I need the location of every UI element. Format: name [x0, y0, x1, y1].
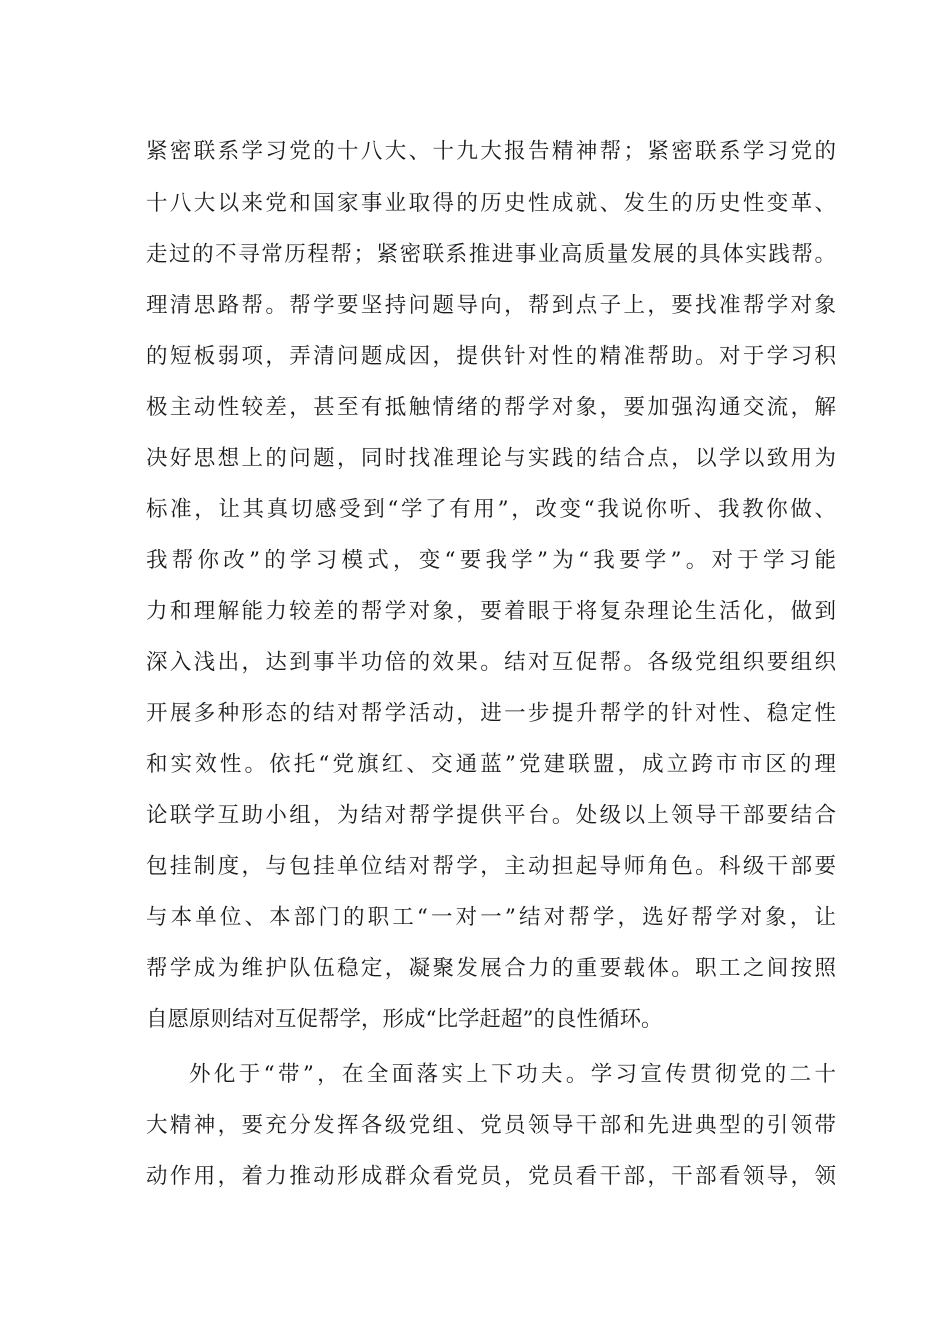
text-line: 动作用，着力推动形成群众看党员，党员看干部，干部看领导，领 — [146, 1164, 836, 1189]
text-line: 深入浅出，达到事半功倍的效果。结对互促帮。各级党组织要组织 — [146, 650, 836, 675]
text-line: 包挂制度，与包挂单位结对帮学，主动担起导师角色。科级干部要 — [146, 854, 836, 879]
text-line: 自愿原则结对互促帮学，形成“比学赶超”的良性循环。 — [146, 1007, 663, 1032]
text-line: 紧密联系学习党的十八大、十九大报告精神帮；紧密联系学习党的 — [146, 139, 836, 164]
text-line: 和实效性。依托“党旗红、交通蓝”党建联盟，成立跨市市区的理 — [146, 752, 836, 777]
text-line: 开展多种形态的结对帮学活动，进一步提升帮学的针对性、稳定性 — [146, 701, 836, 726]
text-line: 决好思想上的问题，同时找准理论与实践的结合点，以学以致用为 — [146, 446, 836, 471]
text-line: 走过的不寻常历程帮；紧密联系推进事业高质量发展的具体实践帮。 — [146, 242, 836, 267]
text-line: 标准，让其真切感受到“学了有用”，改变“我说你听、我教你做、 — [146, 497, 836, 522]
text-line: 外化于“带”，在全面落实上下功夫。学习宣传贯彻党的二十 — [189, 1062, 836, 1087]
text-line: 大精神，要充分发挥各级党组、党员领导干部和先进典型的引领带 — [146, 1113, 836, 1138]
text-line: 力和理解能力较差的帮学对象，要着眼于将复杂理论生活化，做到 — [146, 599, 836, 624]
text-line: 论联学互助小组，为结对帮学提供平台。处级以上领导干部要结合 — [146, 803, 836, 828]
text-line: 的短板弱项，弄清问题成因，提供针对性的精准帮助。对于学习积 — [146, 344, 836, 369]
text-line: 理清思路帮。帮学要坚持问题导向，帮到点子上，要找准帮学对象 — [146, 293, 836, 318]
text-line: 帮学成为维护队伍稳定，凝聚发展合力的重要载体。职工之间按照 — [146, 956, 836, 981]
text-line: 十八大以来党和国家事业取得的历史性成就、发生的历史性变革、 — [146, 191, 836, 216]
text-line: 与本单位、本部门的职工“一对一”结对帮学，选好帮学对象，让 — [146, 905, 836, 930]
text-line: 极主动性较差，甚至有抵触情绪的帮学对象，要加强沟通交流，解 — [146, 395, 836, 420]
text-line: 我帮你改”的学习模式，变“要我学”为“我要学”。对于学习能 — [146, 548, 836, 573]
